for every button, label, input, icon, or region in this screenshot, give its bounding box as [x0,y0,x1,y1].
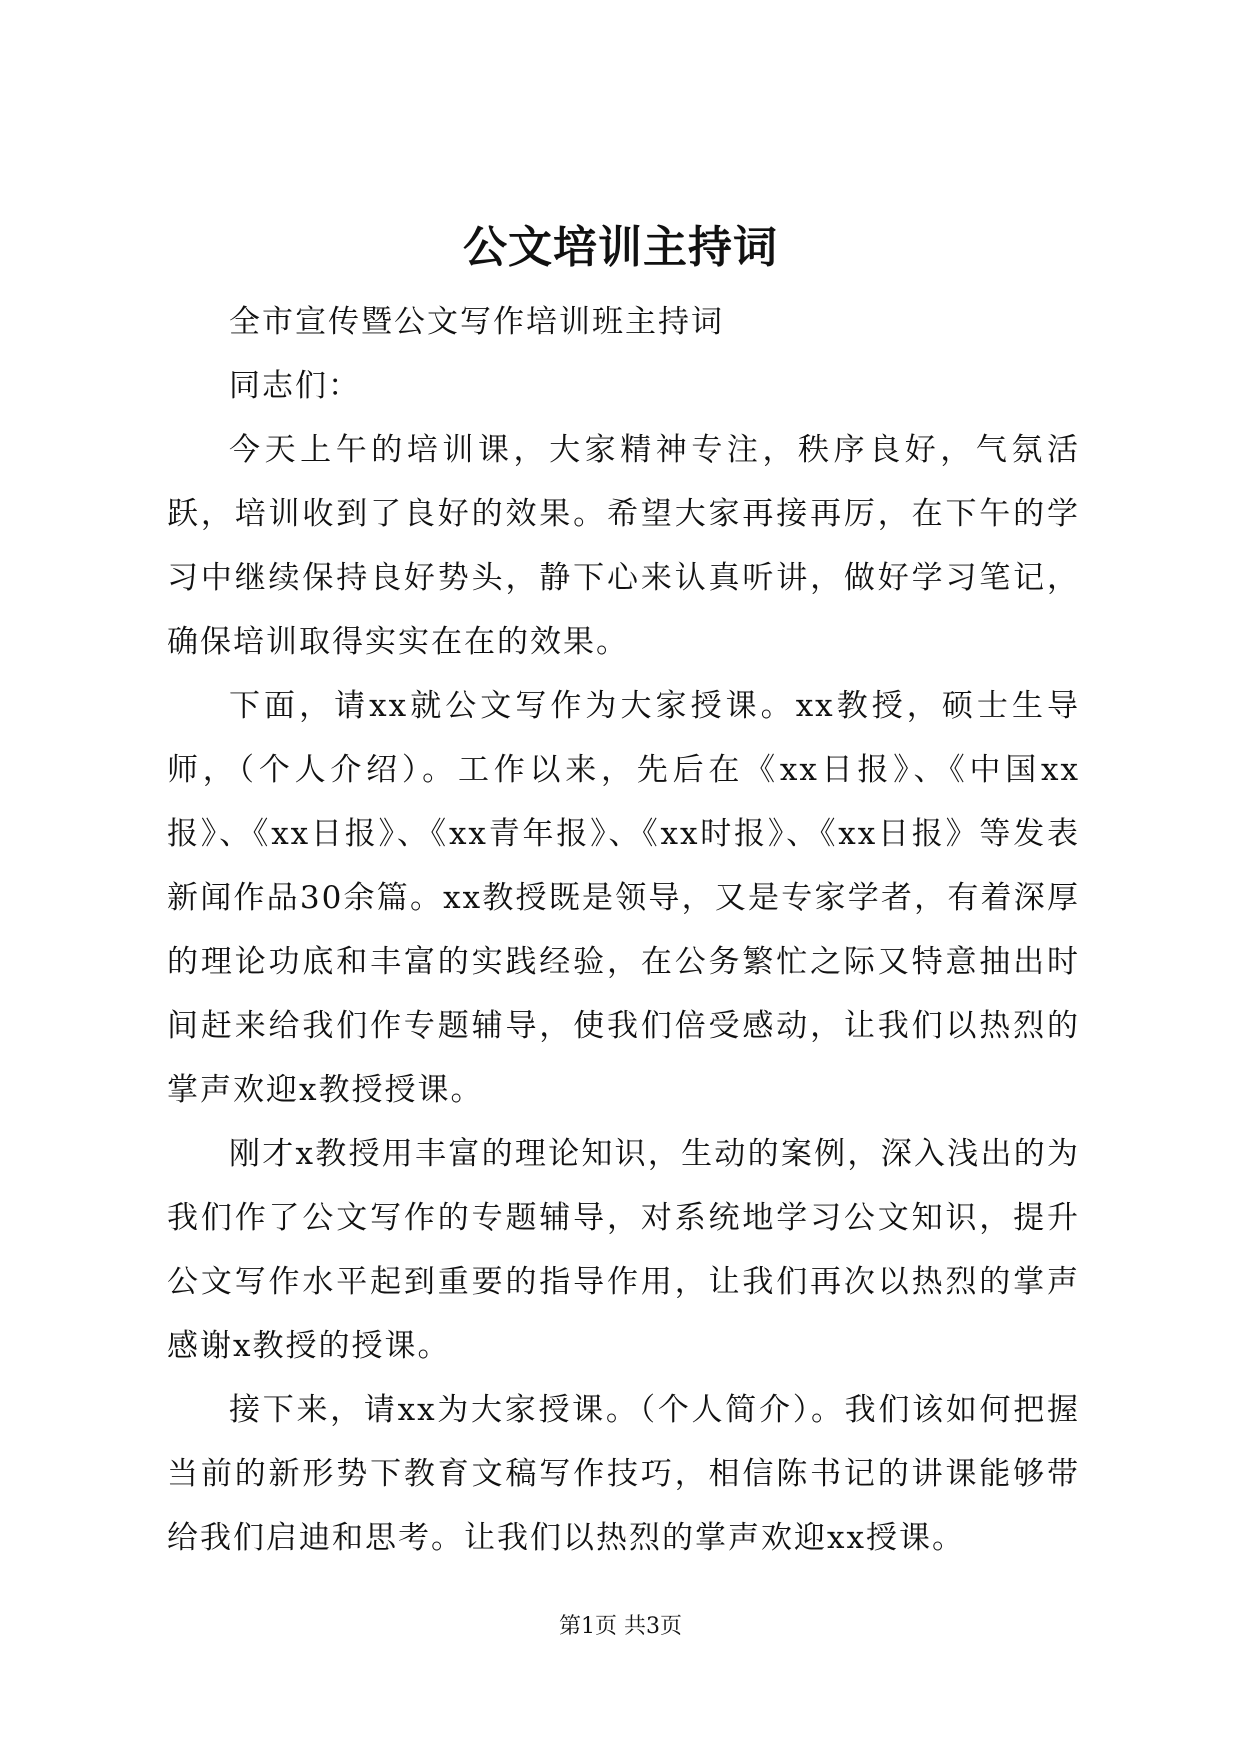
body-paragraph: 下面，请xx就公文写作为大家授课。xx教授，硕士生导师，（个人介绍）。工作以来，先后在《xx日报》、《中国xx报》、《xx日报》、《xx青年报》、《xx时报》、《xx日报》等发表新闻作品30余篇。xx教授既是领导，又是专家学者，有着深厚的理论功底和丰富的实践经验，在公务繁忙之际又特意抽出时间赶来给我们作专题辅导，使我们倍受感动，让我们以热烈的掌声欢迎x教授授课。 [167,688,1080,1108]
body-paragraph: 今天上午的培训课，大家精神专注，秩序良好，气氛活跃，培训收到了良好的效果。希望大家再接再厉，在下午的学习中继续保持良好势头，静下心来认真听讲，做好学习笔记，确保培训取得实实在在的效果。 [167,432,1080,660]
page-footer: 第1页 共3页 [559,1614,682,1639]
subtitle-paragraph: 全市宣传暨公文写作培训班主持词 [229,304,724,340]
body-paragraph: 接下来，请xx为大家授课。（个人简介）。我们该如何把握当前的新形势下教育文稿写作技巧，相信陈书记的讲课能够带给我们启迪和思考。让我们以热烈的掌声欢迎xx授课。 [167,1392,1080,1556]
document-title: 公文培训主持词 [463,222,778,273]
document-body [167,290,1080,1570]
body-paragraph: 刚才x教授用丰富的理论知识，生动的案例，深入浅出的为我们作了公文写作的专题辅导，对系统地学习公文知识，提升公文写作水平起到重要的指导作用，让我们再次以热烈的掌声感谢x教授的授课。 [167,1136,1080,1364]
salutation-paragraph: 同志们： [229,368,361,404]
